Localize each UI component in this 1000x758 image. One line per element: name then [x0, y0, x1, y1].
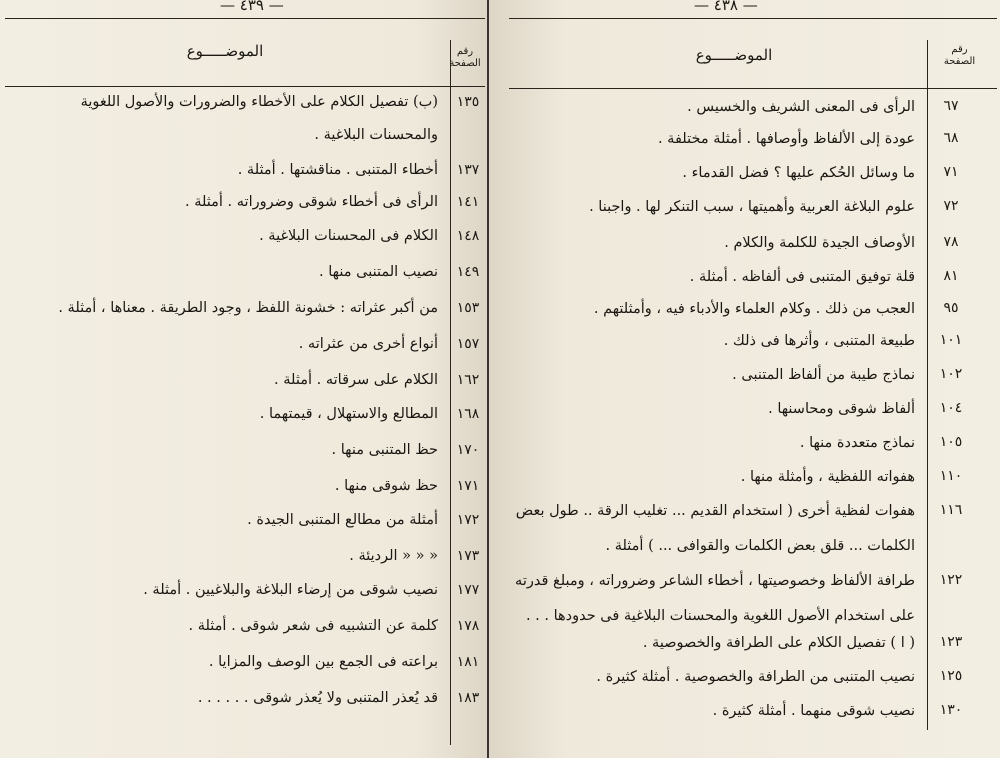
entry-topic: من أكبر عثراته : خشونة اللفظ ، وجود الطريقة . معناها ، أمثلة .: [58, 300, 438, 316]
toc-entry: [0, 292, 487, 328]
entry-page-number: ٨١: [943, 268, 959, 284]
page-number: — ٤٣٨ —: [694, 0, 758, 14]
toc-entry: [489, 358, 1000, 392]
toc-entry: [489, 460, 1000, 494]
entry-page-number: ٧٢: [943, 198, 959, 214]
entry-topic: ما وسائل الحُكم عليها ؟ فضل القدماء .: [682, 165, 915, 181]
toc-entry: [0, 470, 487, 504]
toc-entry: [0, 646, 487, 682]
entry-page-number: ١٦٢: [456, 372, 480, 388]
left-page: [0, 0, 487, 758]
entry-topic: الكلام على سرقاته . أمثلة .: [274, 372, 438, 388]
entry-page-number: ١١٠: [939, 468, 963, 484]
toc-entry: [0, 504, 487, 540]
toc-entry: [489, 426, 1000, 460]
entry-topic: نصيب شوقى من إرضاء البلاغة والبلاغيين . أمثلة .: [143, 582, 438, 598]
entry-topic: هفوات لفظية أخرى ( استخدام القديم ... تغليب الرقة .. طول بعض الكلمات ... قلق بعض الكلمات والقوافى ... ) أمثلة .: [515, 503, 915, 554]
entry-topic: العجب من ذلك . وكلام العلماء والأدباء فيه ، وأمثلتهم .: [593, 301, 915, 317]
entry-page-number: ١٤٨: [456, 228, 480, 244]
toc-entry: [0, 682, 487, 718]
toc-entry: [0, 186, 487, 220]
entry-page-number: ١٧١: [456, 478, 480, 494]
entry-topic: علوم البلاغة العربية وأهميتها ، سبب التنكر لها . واجبنا .: [589, 199, 915, 215]
entry-page-number: ١٨٣: [456, 690, 480, 706]
entry-topic: الرأى فى المعنى الشريف والخسيس .: [687, 99, 915, 115]
entry-topic: عودة إلى الألفاظ وأوصافها . أمثلة مختلفة .: [657, 131, 915, 147]
entry-topic: هفواته اللفظية ، وأمثلة منها .: [740, 469, 915, 485]
entry-page-number: ١٢٢: [939, 572, 963, 588]
entry-page-number: ٩٥: [943, 300, 959, 316]
entry-page-number: ١٢٣: [939, 634, 963, 650]
entry-page-number: ١٠٢: [939, 366, 963, 382]
entry-topic: كلمة عن التشبيه فى شعر شوقى . أمثلة .: [188, 618, 438, 634]
entry-topic: الكلام فى المحسنات البلاغية .: [259, 228, 438, 244]
toc-entry: [0, 86, 487, 154]
toc-entry: [0, 328, 487, 364]
header-page-column: رقم الصفحة: [943, 44, 976, 67]
entry-page-number: ١٤١: [456, 194, 480, 210]
entry-page-number: ١١٦: [939, 502, 963, 518]
entry-topic: حظ شوقى منها .: [334, 478, 438, 494]
toc-entry: [489, 626, 1000, 660]
entry-topic: (ب) تفصيل الكلام على الأخطاء والضرورات والأصول اللغوية والمحسنات البلاغية .: [80, 94, 438, 143]
toc-entry: [489, 190, 1000, 226]
toc-entry: [489, 392, 1000, 426]
entry-topic: نصيب المتنبى منها .: [319, 264, 438, 280]
toc-entry: [489, 122, 1000, 156]
toc-entry: [0, 398, 487, 434]
entry-topic: حظ المتنبى منها .: [331, 442, 438, 458]
toc-entry: [489, 564, 1000, 626]
entry-topic: طرافة الألفاظ وخصوصيتها ، أخطاء الشاعر وضروراته ، ومبلغ قدرته على استخدام الأصول اللغوية والمحسنات البلاغية فى حدودها . . .: [515, 573, 915, 624]
entry-topic: قلة توفيق المتنبى فى ألفاظه . أمثلة .: [689, 269, 915, 285]
toc-entry: [0, 540, 487, 574]
toc-entry: [489, 292, 1000, 324]
toc-entry: [489, 156, 1000, 190]
entry-list: [489, 0, 1000, 758]
entry-topic: الرأى فى أخطاء شوقى وضروراته . أمثلة .: [184, 194, 438, 210]
header-page-column: رقم الصفحة: [449, 46, 481, 69]
entry-list: [0, 0, 487, 758]
entry-page-number: ١٤٩: [456, 264, 480, 280]
entry-topic: المطالع والاستهلال ، قيمتهما .: [259, 406, 438, 422]
entry-page-number: ١٣٠: [939, 702, 963, 718]
entry-page-number: ١٠٥: [939, 434, 963, 450]
entry-page-number: ١٢٥: [939, 668, 963, 684]
toc-entry: [0, 434, 487, 470]
page-number: — ٤٣٩ —: [220, 0, 284, 14]
entry-topic: نماذج طيبة من ألفاظ المتنبى .: [732, 367, 915, 383]
entry-page-number: ١٥٧: [456, 336, 480, 352]
entry-page-number: ١٨١: [456, 654, 480, 670]
entry-page-number: ١٣٧: [456, 162, 480, 178]
entry-topic: نصيب المتنبى من الطرافة والخصوصية . أمثلة كثيرة .: [596, 669, 915, 685]
entry-page-number: ٧٨: [943, 234, 959, 250]
entry-page-number: ١٥٣: [456, 300, 480, 316]
entry-topic: الأوصاف الجيدة للكلمة والكلام .: [724, 235, 915, 251]
entry-topic: قد يُعذر المتنبى ولا يُعذر شوقى . . . . . .: [197, 690, 438, 706]
toc-entry: [489, 694, 1000, 728]
entry-page-number: ١٠٤: [939, 400, 963, 416]
toc-entry: [0, 574, 487, 610]
entry-topic: أخطاء المتنبى . مناقشتها . أمثلة .: [237, 162, 438, 178]
toc-entry: [0, 364, 487, 398]
toc-entry: [0, 154, 487, 186]
entry-topic: براعته فى الجمع بين الوصف والمزايا .: [208, 654, 438, 670]
toc-entry: [489, 226, 1000, 260]
entry-topic: ألفاظ شوقى ومحاسنها .: [768, 401, 915, 417]
entry-page-number: ٧١: [943, 164, 959, 180]
right-page: [489, 0, 1000, 758]
toc-entry: [489, 494, 1000, 564]
entry-topic: أمثلة من مطالع المتنبى الجيدة .: [247, 512, 438, 528]
toc-entry: [489, 324, 1000, 358]
entry-page-number: ١٧٧: [456, 582, 480, 598]
toc-entry: [0, 256, 487, 292]
entry-page-number: ١٦٨: [456, 406, 480, 422]
toc-entry: [0, 220, 487, 256]
entry-page-number: ١٧٣: [456, 548, 480, 564]
entry-page-number: ٦٨: [943, 130, 959, 146]
toc-entry: [489, 660, 1000, 694]
entry-page-number: ٦٧: [943, 98, 959, 114]
entry-topic: أنواع أخرى من عثراته .: [298, 336, 438, 352]
toc-entry: [489, 260, 1000, 292]
entry-page-number: ١٣٥: [456, 94, 480, 110]
entry-topic: طبيعة المتنبى ، وأثرها فى ذلك .: [723, 333, 915, 349]
toc-entry: [489, 90, 1000, 122]
entry-topic: نماذج متعددة منها .: [799, 435, 915, 451]
entry-page-number: ١٧٠: [456, 442, 480, 458]
entry-page-number: ١٠١: [939, 332, 963, 348]
entry-topic: ( ا ) تفصيل الكلام على الطرافة والخصوصية .: [642, 635, 915, 651]
toc-entry: [0, 610, 487, 646]
entry-page-number: ١٧٢: [456, 512, 480, 528]
entry-topic: نصيب شوقى منهما . أمثلة كثيرة .: [712, 703, 915, 719]
entry-topic: « « « الرديئة .: [349, 548, 438, 564]
header-topic: الموضـــــوع: [186, 42, 264, 60]
entry-page-number: ١٧٨: [456, 618, 480, 634]
header-topic: الموضـــــوع: [695, 46, 773, 64]
